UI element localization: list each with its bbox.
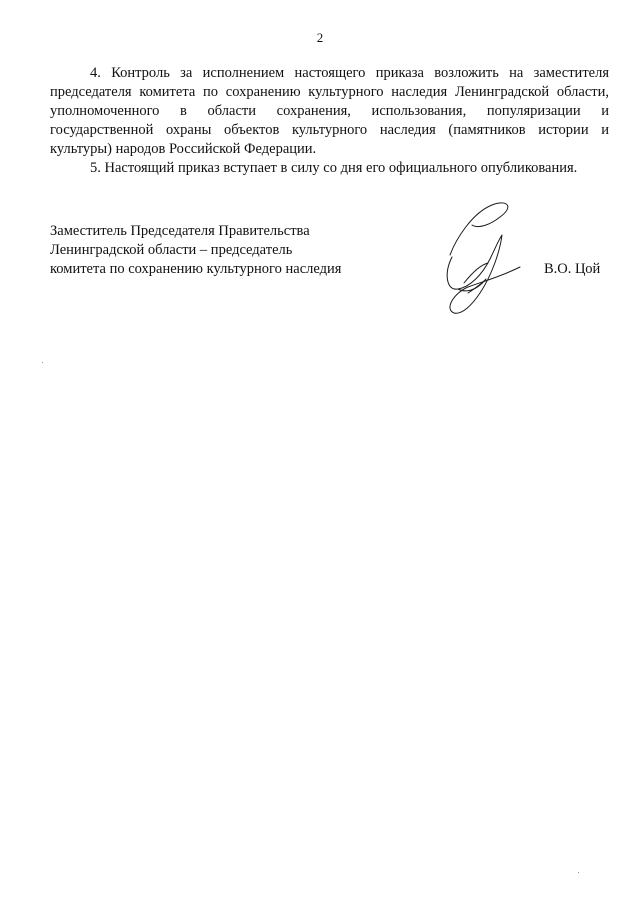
position-line-1: Заместитель Председателя Правительства xyxy=(50,223,310,239)
signer-name: В.О. Цой xyxy=(544,261,601,277)
position-line-2: Ленинградской области – председатель xyxy=(50,242,293,258)
page-number: 2 xyxy=(316,30,324,45)
paragraph-4: 4. Контроль за исполнением настоящего приказа возложить на заместителя председателя комитета по сохранению культурного наследия Ленинградской области, уполномоченного в области сохранения, использования, популяризации и государственной охраны объектов культурного наследия (памятников истории и культуры) народов Российской Федерации. xyxy=(50,65,609,157)
position-line-3: комитета по сохранению культурного наследия xyxy=(50,261,342,277)
paragraph-5: 5. Настоящий приказ вступает в силу со дня его официального опубликования. xyxy=(90,160,578,176)
handwritten-signature xyxy=(428,195,538,325)
order-text xyxy=(50,64,609,178)
scan-speck xyxy=(42,362,43,363)
signatory-position xyxy=(50,222,341,279)
scan-speck xyxy=(578,872,579,873)
